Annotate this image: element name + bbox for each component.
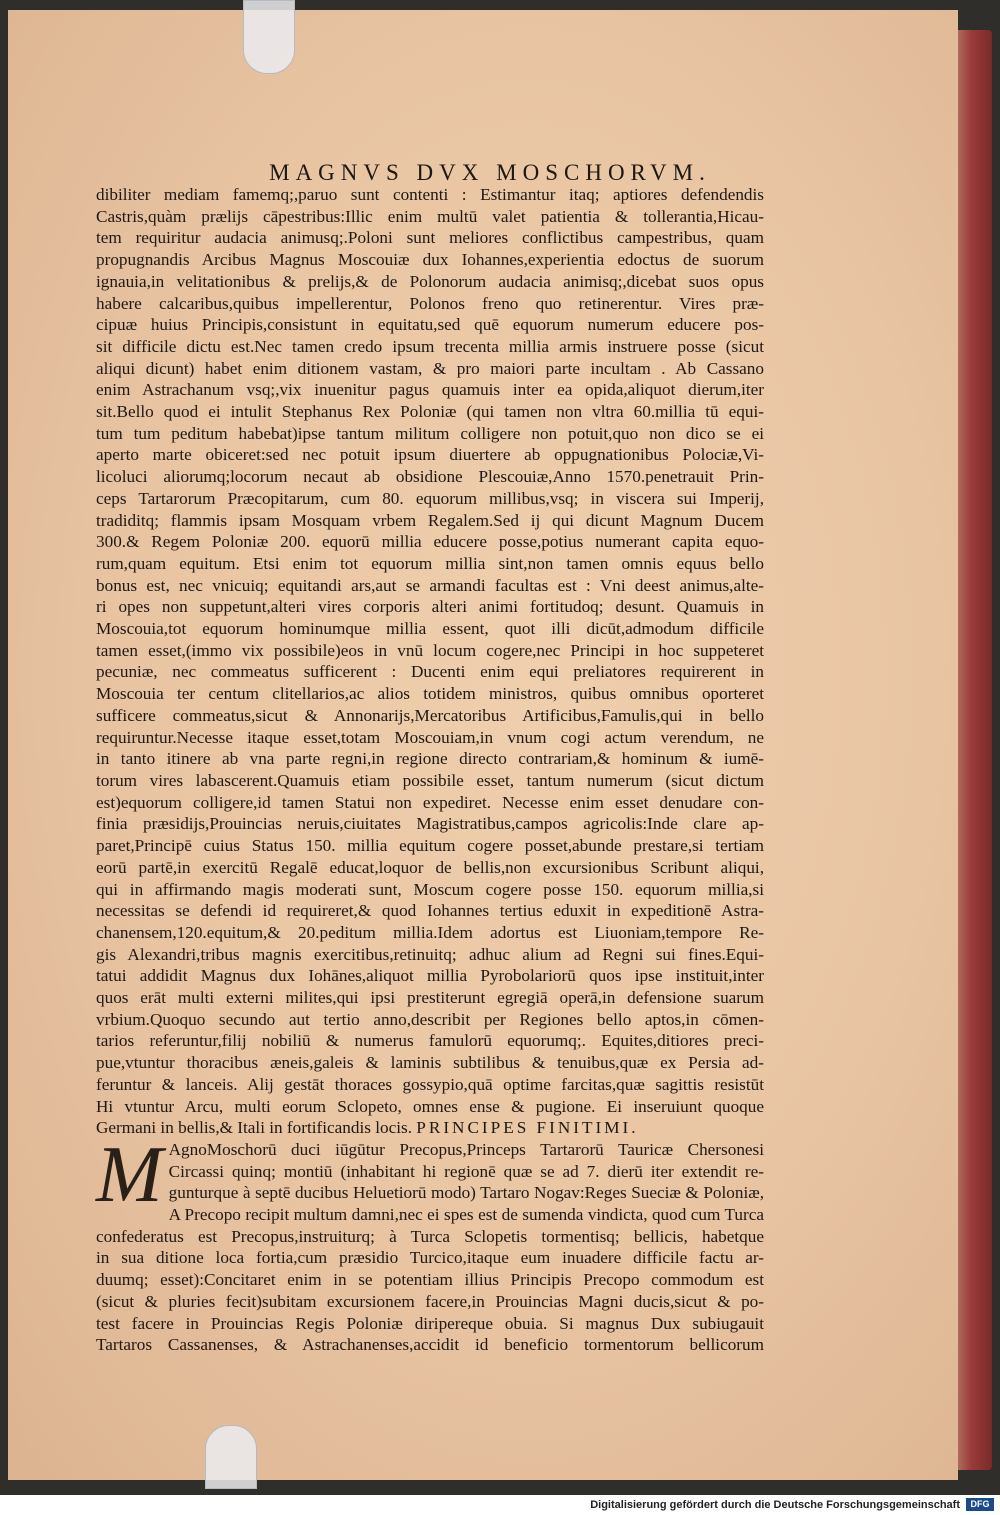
page-body [96, 184, 764, 1356]
running-header: MAGNVS DVX MOSCHORVM. [269, 160, 711, 185]
text-line: ignauia,in velitationibus & prelijs,& de Polonorum audacia animisq;,dicebat suos opus [96, 271, 764, 291]
text-line: cipuæ huius Principis,consistunt in equitatu,sed quē equorum numerum educere pos- [96, 315, 764, 335]
text-line: tum tum peditum habebat)ipse tantum militum colligere non potuit,quo non dico se ei [96, 423, 764, 443]
drop-cap: M [96, 1130, 163, 1219]
page-clip-top [243, 0, 295, 74]
text-line: eorū partē,in exercitū Regalē educat,loquor de bellis,non excursionibus Scribunt aliqui, [96, 857, 764, 877]
text-line: ceps Tartarorum Præcopitarum, cum 80. equorum millibus,vsq; in viscera sui Imperij, [96, 488, 764, 508]
text-line: vrbium.Quoquo secundo aut tertio anno,describit per Regiones bello aptos,in cōmen- [96, 1009, 764, 1029]
text-line: quos erāt multi externi milites,qui ipsi prestiterunt egregiā operā,in defensione suarum [96, 988, 764, 1008]
main-text [96, 184, 764, 1139]
text-line: aliqui dicunt) habet enim ditionem vastam, & pro maiori parte incultam . Ab Cassano [96, 358, 764, 378]
text-line: 300.& Regem Poloniæ 200. equorū millia educere posse,potius numerant capita equo- [96, 532, 764, 552]
text-line: torum vires labascerent.Quamuis etiam possibile esset, tantum numerum (sicut dictum [96, 770, 764, 790]
text-line: ri opes non suppetunt,alteri vires corporis alteri animi fortitudoq; desunt. Quamuis in [96, 597, 764, 617]
text-line: tamen esset,(immo vix possibile)eos in vnū locum cogere,nec Principi in hoc suppeteret [96, 640, 764, 660]
text-line: Hi vtuntur Arcu, multi eorum Sclopeto, omnes ense & pugione. Ei inseruiunt quoque [96, 1096, 764, 1116]
page-clip-bottom [205, 1425, 257, 1489]
text-line: qui in affirmando magis moderati sunt, Moscum cogere posse 150. equorum millia,si [96, 879, 764, 899]
text-line-content: Germani in bellis,& Itali in fortificandis locis. [96, 1118, 412, 1138]
text-line: requiruntur.Necesse itaque esset,totam Moscouiam,in vnum cogi actum verendum, ne [96, 727, 764, 747]
text-line: feruntur & lanceis. Alij gestāt thoraces gossypio,quā optime farcitas,quæ sagittis resistūt [96, 1074, 764, 1094]
text-line: Circassi quinq; montiū (inhabitant hi regionē quæ se ad 7. dierū iter extendit re- [168, 1161, 764, 1181]
text-line: sufficere commeatus,sicut & Annonarijs,Mercatoribus Artificibus,Famulis,qui in bello [96, 705, 764, 725]
text-line: finia præsidijs,Prouincias neruis,ciuitates Magistratibus,campos agricolis:Inde clare ap- [96, 814, 764, 834]
footer-credit: Digitalisierung gefördert durch die Deutsche Forschungsgemeinschaft [590, 1499, 960, 1511]
text-line: habere calcaribus,quibus impellerentur, Polonos freno quo retinerentur. Vires præ- [96, 293, 764, 313]
section-heading: PRINCIPES FINITIMI. [416, 1118, 639, 1138]
text-line: tradiditq; flammis ipsam Mosquam vrbem Regalem.Sed ij qui dicunt Magnum Ducem [96, 510, 764, 530]
text-line: (sicut & pluries fecit)subitam excursionem facere,in Prouincias Magni ducis,sicut & po- [96, 1291, 764, 1311]
text-line: paret,Principē cuius Status 150. millia equitum cogere posset,abunde prestare,si tertiam [96, 836, 764, 856]
text-line: chanensem,120.equitum,& 20.peditum millia.Idem adortus est Liuoniam,tempore Re- [96, 922, 764, 942]
text-line: tarios referuntur,filij nobiliū & numerus famulorū equorumq;. Equites,ditiores preci- [96, 1031, 764, 1051]
text-line: sit difficile dictu est.Nec tamen credo ipsum trecenta millia armis instruere posse (sicut [96, 336, 764, 356]
text-line: confederatus est Precopus,instruiturq; à Turca Sclopetis tormentisq; bellicis, habetque [96, 1226, 764, 1246]
text-line: necessitas se defendi id requireret,& quod Iohannes tertius eduxit in expeditionē Astra- [96, 901, 764, 921]
text-line [96, 1117, 764, 1139]
text-line: aperto marte obiceret:sed nec potuit ipsum diuertere ab oppugnationibus Polociæ,Vi- [96, 445, 764, 465]
text-line: tatui addidit Magnus dux Iohānes,aliquot millia Pyrobolariorū quos ipse instituit,inter [96, 966, 764, 986]
section-text [96, 1130, 764, 1356]
text-line: gis Alexandri,tribus magnis exercitibus,retinuitq; adhuc alium ad Regni sui fines.Equi- [96, 944, 764, 964]
text-line: dibiliter mediam famemq;,paruo sunt contenti : Estimantur itaq; aptiores defendendis [96, 185, 764, 204]
text-line: Tartaros Cassanenses, & Astrachanenses,accidit id beneficio tormentorum bellicorum [96, 1335, 764, 1355]
text-line: enim Astrachanum vsq;,vix inuenitur pagus quamuis inter ea opida,aliquot dierum,iter [96, 380, 764, 400]
text-line: gunturque à septē ducibus Heluetiorū modo) Tartaro Nogav:Reges Sueciæ & Poloniæ, [168, 1183, 764, 1203]
text-line: A Precopo recipit multum damni,nec ei spes est de sumenda vindicta, quod cum Turca [168, 1205, 764, 1225]
text-line: licoluci aliorumq;locorum necaut ab obsidione Plescouiæ,Anno 1570.penetrauit Prin- [96, 467, 764, 487]
text-line: rum,quam equitum. Etsi enim tot equorum millia sint,non tamen omnis equus bello [96, 553, 764, 573]
text-line: in sua ditione loca fortia,cum præsidio Turcico,itaque eum inuadere difficile factu ar- [96, 1248, 764, 1268]
text-line: est)equorum colligere,id tamen Statui non expediret. Necesse enim esset denudare con- [96, 792, 764, 812]
text-line: duumq; esset):Concitaret enim in se potentiam illius Principis Precopo commodum est [96, 1270, 764, 1290]
text-line: Moscouia,tot equorum hominumque millia essent, quot illi dicūt,admodum difficile [96, 619, 764, 639]
text-line: tem requiritur audacia animusq;.Poloni sunt meliores conflictibus campestribus, quam [96, 228, 764, 248]
text-line: AgnoMoschorū duci iūgūtur Precopus,Princeps Tartarorū Tauricæ Chersonesi [168, 1139, 764, 1159]
text-line: pue,vtuntur thoracibus æneis,galeis & laminis subtilibus & tenuibus,quæ ex Persia ad- [96, 1053, 764, 1073]
text-line: bonus est, nec vnicuiq; equitandi ars,aut se armandi facultas est : Vni deest animus,alte- [96, 575, 764, 595]
section-principes-finitimi [96, 1130, 764, 1356]
text-line: in tanto itinere ab vna parte regni,in regione directo contrariam,& hominum & iumē- [96, 749, 764, 769]
text-line: Castris,quàm prælijs cāpestribus:Illic enim multū valet patientia & tollerantia,Hicau- [96, 206, 764, 226]
dfg-logo-icon: DFG [966, 1498, 994, 1511]
text-line: test facere in Prouincias Regis Poloniæ diripereque obuia. Si magnus Dux subiugauit [96, 1313, 764, 1333]
text-line: pecuniæ, nec commeatus sufficerent : Ducenti enim equi preliatores requirerent in [96, 662, 764, 682]
text-line: propugnandis Arcibus Magnus Moscouiæ dux Iohannes,experientia edoctus de suorum [96, 250, 764, 270]
text-line: Moscouia ter centum clitellarios,ac alios totidem ministros, quibus omnibus oporteret [96, 684, 764, 704]
text-line: sit.Bello quod ei intulit Stephanus Rex Poloniæ (qui tamen non vltra 60.millia tū equi- [96, 402, 764, 422]
